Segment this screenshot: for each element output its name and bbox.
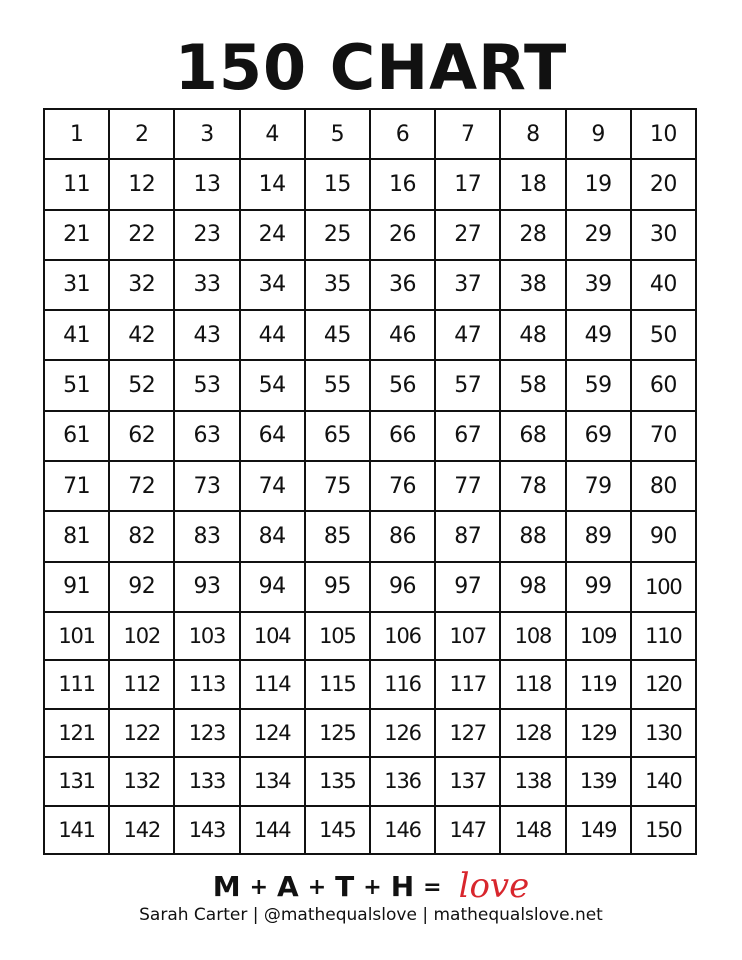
grid-cell: 124 (240, 709, 305, 757)
grid-cell: 89 (566, 511, 631, 561)
grid-cell: 44 (240, 310, 305, 360)
grid-cell: 62 (109, 411, 174, 461)
grid-cell: 115 (305, 660, 370, 708)
grid-cell: 133 (174, 757, 239, 805)
grid-cell: 85 (305, 511, 370, 561)
grid-cell: 15 (305, 159, 370, 209)
grid-cell: 55 (305, 360, 370, 410)
grid-cell: 117 (435, 660, 500, 708)
grid-cell: 105 (305, 612, 370, 660)
grid-cell: 63 (174, 411, 239, 461)
grid-cell: 92 (109, 562, 174, 612)
logo-plus-sign: + (363, 875, 382, 900)
grid-cell: 137 (435, 757, 500, 805)
grid-cell: 100 (631, 562, 696, 612)
grid-row (44, 310, 696, 360)
grid-cell: 12 (109, 159, 174, 209)
grid-cell: 113 (174, 660, 239, 708)
grid-cell: 58 (500, 360, 565, 410)
grid-cell: 28 (500, 210, 565, 260)
grid-cell: 42 (109, 310, 174, 360)
grid-cell: 59 (566, 360, 631, 410)
grid-cell: 146 (370, 806, 435, 855)
grid-cell: 135 (305, 757, 370, 805)
grid-cell: 101 (44, 612, 109, 660)
grid-cell: 21 (44, 210, 109, 260)
grid-cell: 39 (566, 260, 631, 310)
grid-cell: 7 (435, 109, 500, 159)
grid-cell: 8 (500, 109, 565, 159)
grid-cell: 93 (174, 562, 239, 612)
grid-cell: 75 (305, 461, 370, 511)
grid-cell: 9 (566, 109, 631, 159)
grid-cell: 33 (174, 260, 239, 310)
logo-letter-m: M (212, 870, 241, 903)
grid-cell: 134 (240, 757, 305, 805)
grid-cell: 68 (500, 411, 565, 461)
grid-cell: 60 (631, 360, 696, 410)
grid-cell: 23 (174, 210, 239, 260)
grid-cell: 120 (631, 660, 696, 708)
grid-cell: 80 (631, 461, 696, 511)
grid-cell: 14 (240, 159, 305, 209)
footer-credit: Sarah Carter | @mathequalslove | mathequalslove.net (139, 905, 603, 925)
grid-cell: 138 (500, 757, 565, 805)
grid-cell: 140 (631, 757, 696, 805)
grid-row (44, 612, 696, 660)
grid-cell: 53 (174, 360, 239, 410)
grid-cell: 74 (240, 461, 305, 511)
grid-cell: 128 (500, 709, 565, 757)
grid-cell: 65 (305, 411, 370, 461)
grid-cell: 26 (370, 210, 435, 260)
grid-cell: 56 (370, 360, 435, 410)
grid-cell: 131 (44, 757, 109, 805)
grid-cell: 37 (435, 260, 500, 310)
grid-cell: 13 (174, 159, 239, 209)
grid-cell: 136 (370, 757, 435, 805)
grid-cell: 130 (631, 709, 696, 757)
grid-cell: 122 (109, 709, 174, 757)
grid-cell: 25 (305, 210, 370, 260)
grid-cell: 4 (240, 109, 305, 159)
grid-cell: 47 (435, 310, 500, 360)
grid-cell: 118 (500, 660, 565, 708)
grid-cell: 110 (631, 612, 696, 660)
grid-cell: 54 (240, 360, 305, 410)
grid-cell: 19 (566, 159, 631, 209)
grid-cell: 103 (174, 612, 239, 660)
grid-cell: 149 (566, 806, 631, 855)
grid-cell: 84 (240, 511, 305, 561)
grid-cell: 86 (370, 511, 435, 561)
grid-cell: 109 (566, 612, 631, 660)
grid-cell: 46 (370, 310, 435, 360)
logo-letter-t: T (335, 870, 355, 903)
grid-cell: 71 (44, 461, 109, 511)
grid-cell: 30 (631, 210, 696, 260)
grid-row (44, 562, 696, 612)
grid-cell: 81 (44, 511, 109, 561)
grid-cell: 43 (174, 310, 239, 360)
grid-cell: 116 (370, 660, 435, 708)
grid-cell: 99 (566, 562, 631, 612)
grid-cell: 76 (370, 461, 435, 511)
grid-cell: 49 (566, 310, 631, 360)
grid-cell: 112 (109, 660, 174, 708)
grid-row (44, 260, 696, 310)
grid-cell: 148 (500, 806, 565, 855)
logo-plus-sign: + (307, 875, 327, 900)
grid-cell: 16 (370, 159, 435, 209)
grid-cell: 27 (435, 210, 500, 260)
number-grid-body (44, 109, 696, 854)
footer-logo (0, 868, 742, 906)
grid-cell: 87 (435, 511, 500, 561)
grid-cell: 61 (44, 411, 109, 461)
logo-love-script: love (458, 866, 530, 906)
grid-cell: 147 (435, 806, 500, 855)
grid-cell: 127 (435, 709, 500, 757)
grid-cell: 111 (44, 660, 109, 708)
grid-cell: 139 (566, 757, 631, 805)
grid-cell: 64 (240, 411, 305, 461)
grid-cell: 78 (500, 461, 565, 511)
grid-cell: 6 (370, 109, 435, 159)
grid-row (44, 360, 696, 410)
grid-cell: 22 (109, 210, 174, 260)
grid-cell: 119 (566, 660, 631, 708)
grid-cell: 145 (305, 806, 370, 855)
logo-equals-sign: = (423, 875, 442, 900)
grid-row (44, 109, 696, 159)
grid-cell: 79 (566, 461, 631, 511)
grid-row (44, 210, 696, 260)
grid-cell: 66 (370, 411, 435, 461)
grid-cell: 90 (631, 511, 696, 561)
grid-cell: 88 (500, 511, 565, 561)
grid-cell: 142 (109, 806, 174, 855)
logo-letter-h: H (390, 870, 415, 903)
grid-cell: 143 (174, 806, 239, 855)
grid-cell: 52 (109, 360, 174, 410)
grid-cell: 18 (500, 159, 565, 209)
grid-cell: 129 (566, 709, 631, 757)
grid-cell: 31 (44, 260, 109, 310)
grid-cell: 98 (500, 562, 565, 612)
grid-cell: 82 (109, 511, 174, 561)
grid-cell: 96 (370, 562, 435, 612)
grid-cell: 95 (305, 562, 370, 612)
grid-cell: 35 (305, 260, 370, 310)
grid-cell: 57 (435, 360, 500, 410)
grid-cell: 3 (174, 109, 239, 159)
grid-cell: 20 (631, 159, 696, 209)
grid-cell: 83 (174, 511, 239, 561)
grid-cell: 17 (435, 159, 500, 209)
grid-cell: 67 (435, 411, 500, 461)
grid-row (44, 411, 696, 461)
grid-cell: 94 (240, 562, 305, 612)
grid-cell: 123 (174, 709, 239, 757)
grid-cell: 106 (370, 612, 435, 660)
grid-cell: 5 (305, 109, 370, 159)
grid-cell: 107 (435, 612, 500, 660)
grid-cell: 32 (109, 260, 174, 310)
grid-cell: 121 (44, 709, 109, 757)
grid-cell: 102 (109, 612, 174, 660)
grid-row (44, 159, 696, 209)
grid-cell: 34 (240, 260, 305, 310)
grid-cell: 10 (631, 109, 696, 159)
grid-cell: 70 (631, 411, 696, 461)
grid-cell: 114 (240, 660, 305, 708)
grid-cell: 36 (370, 260, 435, 310)
grid-cell: 2 (109, 109, 174, 159)
grid-cell: 77 (435, 461, 500, 511)
grid-cell: 51 (44, 360, 109, 410)
grid-cell: 45 (305, 310, 370, 360)
grid-cell: 97 (435, 562, 500, 612)
grid-cell: 104 (240, 612, 305, 660)
grid-cell: 108 (500, 612, 565, 660)
grid-row (44, 511, 696, 561)
grid-cell: 29 (566, 210, 631, 260)
grid-cell: 24 (240, 210, 305, 260)
grid-cell: 125 (305, 709, 370, 757)
grid-cell: 132 (109, 757, 174, 805)
number-grid (43, 108, 697, 855)
grid-cell: 41 (44, 310, 109, 360)
grid-cell: 91 (44, 562, 109, 612)
grid-cell: 150 (631, 806, 696, 855)
logo-plus-sign: + (249, 875, 269, 900)
grid-row (44, 806, 696, 855)
grid-cell: 73 (174, 461, 239, 511)
grid-cell: 50 (631, 310, 696, 360)
logo-letter-a: A (277, 870, 299, 903)
grid-row (44, 660, 696, 708)
grid-row (44, 709, 696, 757)
grid-row (44, 461, 696, 511)
grid-cell: 144 (240, 806, 305, 855)
grid-cell: 126 (370, 709, 435, 757)
grid-cell: 141 (44, 806, 109, 855)
grid-cell: 72 (109, 461, 174, 511)
grid-cell: 40 (631, 260, 696, 310)
grid-cell: 11 (44, 159, 109, 209)
grid-cell: 48 (500, 310, 565, 360)
grid-row (44, 757, 696, 805)
grid-cell: 69 (566, 411, 631, 461)
page-title: 150 CHART (174, 31, 568, 104)
grid-cell: 38 (500, 260, 565, 310)
grid-cell: 1 (44, 109, 109, 159)
